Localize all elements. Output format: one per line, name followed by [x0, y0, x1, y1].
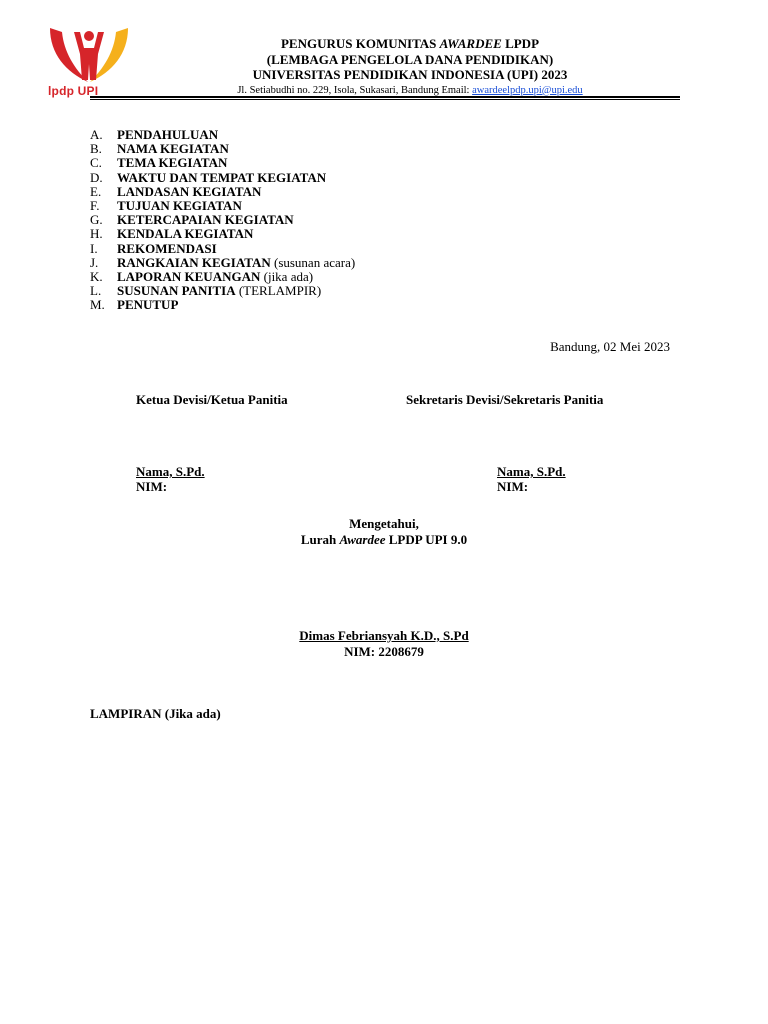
outline-item-letter: L.: [90, 283, 102, 299]
document-date: Bandung, 02 Mei 2023: [550, 339, 670, 354]
outline-item: [90, 284, 355, 298]
signature-right-name: Nama, S.Pd.: [497, 464, 566, 479]
outline-item: [90, 199, 355, 213]
outline-item-title: RANGKAIAN KEGIATAN: [117, 254, 271, 270]
signature-right: [497, 464, 566, 494]
outline-item-title: REKOMENDASI: [117, 240, 217, 256]
outline-list: [90, 128, 355, 313]
outline-item: [90, 242, 355, 256]
outline-item-title: SUSUNAN PANITIA: [117, 283, 236, 299]
outline-item-letter: J.: [90, 254, 99, 270]
outline-item-note: (jika ada): [260, 269, 314, 285]
outline-item-title: LAPORAN KEUANGAN: [117, 269, 261, 285]
approval-block: [0, 516, 768, 548]
email-link[interactable]: awardeelpdp.upi@upi.edu: [472, 84, 583, 96]
outline-item-letter: F.: [90, 198, 100, 214]
outline-item: [90, 171, 355, 185]
outline-item: [90, 185, 355, 199]
letterhead-line-3: UNIVERSITAS PENDIDIKAN INDONESIA (UPI) 2023: [252, 67, 568, 82]
outline-item-note: (TERLAMPIR): [235, 283, 322, 299]
outline-item-title: KENDALA KEGIATAN: [117, 226, 254, 242]
outline-item-letter: M.: [90, 297, 105, 313]
approver-signature: [0, 628, 768, 660]
outline-item-title: KETERCAPAIAN KEGIATAN: [117, 212, 294, 228]
outline-item-title: LANDASAN KEGIATAN: [117, 183, 262, 199]
outline-item-letter: E.: [90, 183, 102, 199]
letterhead-rule-thin: [90, 99, 680, 100]
outline-item-title: TUJUAN KEGIATAN: [117, 198, 242, 214]
outline-item: [90, 270, 355, 284]
outline-item: [90, 128, 355, 142]
letterhead: [150, 36, 670, 98]
signature-left: [136, 464, 205, 494]
letterhead-line-2: (LEMBAGA PENGELOLA DANA PENDIDIKAN): [266, 51, 554, 67]
approval-heading: Mengetahui,: [349, 516, 419, 531]
outline-item-letter: D.: [90, 169, 103, 185]
approver-nim: NIM: 2208679: [344, 644, 424, 659]
signature-left-role: Ketua Devisi/Ketua Panitia: [136, 392, 288, 407]
letterhead-address: Jl. Setiabudhi no. 229, Isola, Sukasari, Bandung Email: awardeelpdp.upi@upi.edu: [237, 84, 583, 96]
outline-item-title: NAMA KEGIATAN: [117, 141, 229, 157]
outline-item: [90, 213, 355, 227]
outline-item: [90, 298, 355, 312]
outline-item: [90, 156, 355, 170]
outline-item-letter: G.: [90, 212, 103, 228]
outline-item-letter: A.: [90, 127, 103, 142]
attachment-heading: LAMPIRAN (Jika ada): [90, 706, 221, 721]
outline-item: [90, 227, 355, 241]
outline-item-note: (susunan acara): [270, 254, 356, 270]
outline-item-letter: B.: [90, 141, 102, 157]
outline-item-title: PENDAHULUAN: [117, 127, 219, 142]
outline-item-title: PENUTUP: [117, 297, 179, 313]
outline-item: [90, 256, 355, 270]
outline-item: [90, 142, 355, 156]
outline-item-title: TEMA KEGIATAN: [117, 155, 228, 171]
approver-name: Dimas Febriansyah K.D., S.Pd: [299, 628, 469, 643]
letterhead-line-1: PENGURUS KOMUNITAS AWARDEE LPDP: [280, 36, 540, 51]
outline-item-title: WAKTU DAN TEMPAT KEGIATAN: [117, 169, 327, 185]
outline-item-letter: H.: [90, 226, 103, 242]
signature-left-name: Nama, S.Pd.: [136, 464, 205, 479]
approval-title: Lurah Awardee LPDP UPI 9.0: [300, 532, 468, 547]
outline-item-letter: K.: [90, 269, 103, 285]
logo-text: lpdp UPI: [48, 84, 99, 98]
signature-right-role: Sekretaris Devisi/Sekretaris Panitia: [406, 392, 604, 407]
signature-right-nim: NIM:: [497, 479, 529, 494]
outline-item-letter: C.: [90, 155, 102, 171]
outline-item-letter: I.: [90, 240, 98, 256]
signature-left-nim: NIM:: [136, 479, 168, 494]
letterhead-rule-thick: [90, 96, 680, 98]
